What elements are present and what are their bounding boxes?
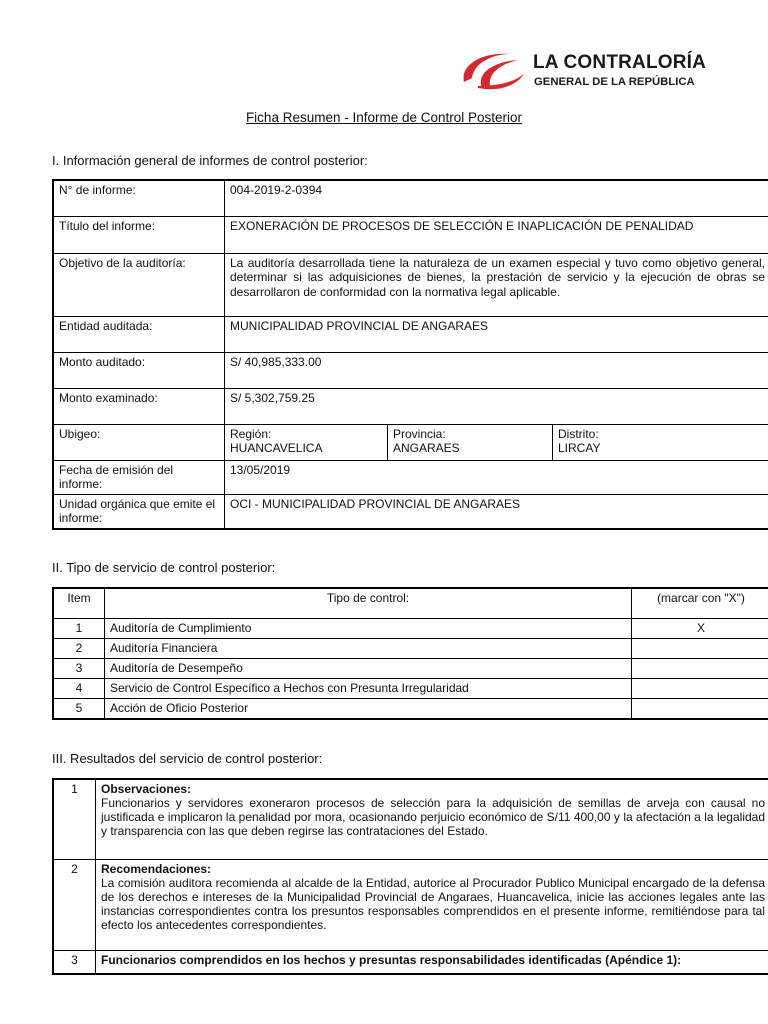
result-number: 3 bbox=[53, 950, 96, 974]
ubigeo-label: Ubigeo: bbox=[53, 424, 225, 460]
examined-amount-value: S/ 5,302,759.25 bbox=[225, 388, 768, 424]
observations-cell bbox=[96, 779, 768, 859]
entity-value: MUNICIPALIDAD PROVINCIAL DE ANGARAES bbox=[225, 316, 768, 352]
informe-title-label: Título del informe: bbox=[53, 216, 225, 253]
recommendations-title: Recomendaciones: bbox=[101, 861, 212, 876]
mark-cell bbox=[632, 698, 768, 719]
mark-header: (marcar con "X") bbox=[632, 588, 768, 618]
entity-label: Entidad auditada: bbox=[53, 316, 225, 352]
objective-value: La auditoría desarrollada tiene la naturaleza de un examen especial y tuvo como objetivo general, determinar si las adquisiciones de bienes, la prestación de servicio y la ejecución de obras se desarrollaron de conformidad con la normativa legal aplicable. bbox=[225, 253, 768, 316]
section1-heading: I. Información general de informes de control posterior: bbox=[52, 153, 368, 168]
control-type: Auditoría de Desempeño bbox=[105, 658, 632, 678]
informe-number-label: N° de informe: bbox=[53, 180, 225, 216]
control-type: Auditoría de Cumplimiento bbox=[105, 618, 632, 638]
mark-cell: X bbox=[632, 618, 768, 638]
audited-amount-value: S/ 40,985,333.00 bbox=[225, 352, 768, 388]
item-number: 1 bbox=[53, 618, 105, 638]
informe-number-value: 004-2019-2-0394 bbox=[225, 180, 768, 216]
table-row bbox=[53, 388, 768, 424]
provincia-label: Provincia: bbox=[393, 426, 446, 441]
table-row bbox=[53, 678, 768, 698]
item-header: Item bbox=[53, 588, 105, 618]
provincia-cell bbox=[388, 424, 553, 460]
table-row bbox=[53, 698, 768, 719]
observations-title: Observaciones: bbox=[101, 782, 192, 796]
table-row bbox=[53, 352, 768, 388]
audited-amount-label: Monto auditado: bbox=[53, 352, 225, 388]
general-info-table bbox=[52, 179, 768, 530]
informe-title-value: EXONERACIÓN DE PROCESOS DE SELECCIÓN E INAPLICACIÓN DE PENALIDAD bbox=[225, 216, 768, 253]
contraloria-logo bbox=[458, 48, 718, 96]
distrito-value: LIRCAY bbox=[558, 441, 601, 455]
mark-cell bbox=[632, 638, 768, 658]
table-row bbox=[53, 859, 768, 950]
examined-amount-label: Monto examinado: bbox=[53, 388, 225, 424]
result-number: 2 bbox=[53, 859, 96, 950]
item-number: 3 bbox=[53, 658, 105, 678]
table-row bbox=[53, 424, 768, 460]
region-label: Región: bbox=[230, 426, 272, 441]
document-title: Ficha Resumen - Informe de Control Posterior bbox=[245, 110, 523, 125]
recommendations-text: La comisión auditora recomienda al alcalde de la Entidad, autorice al Procurador Publico Municipal encargado de la defensa de los derechos e intereses de la Municipalidad Provincial de Angaraes, Huancavelica, inicie las acciones legales ante las instancias correspondientes contra los presuntos responsables comprendidos en el presente informe, remitiéndose para tal efecto los antecedentes correspondientes. bbox=[101, 875, 765, 932]
logo-title: LA CONTRALORÍA bbox=[533, 52, 707, 73]
table-row bbox=[53, 494, 768, 529]
region-value: HUANCAVELICA bbox=[230, 441, 323, 455]
result-number: 1 bbox=[53, 779, 96, 859]
table-row bbox=[53, 216, 768, 253]
issue-date-value: 13/05/2019 bbox=[225, 460, 768, 494]
item-number: 4 bbox=[53, 678, 105, 698]
officials-title: Funcionarios comprendidos en los hechos y presuntas responsabilidades identificadas (Apéndice 1): bbox=[101, 952, 682, 967]
table-row bbox=[53, 253, 768, 316]
logo-subtitle: GENERAL DE LA REPÚBLICA bbox=[534, 76, 695, 88]
table-header-row bbox=[53, 588, 768, 618]
officials-cell bbox=[96, 950, 768, 974]
section3-heading: III. Resultados del servicio de control posterior: bbox=[52, 751, 323, 766]
table-row bbox=[53, 180, 768, 216]
region-cell bbox=[225, 424, 388, 460]
item-number: 2 bbox=[53, 638, 105, 658]
table-row bbox=[53, 316, 768, 352]
results-table bbox=[52, 778, 768, 975]
table-row bbox=[53, 658, 768, 678]
section2-heading: II. Tipo de servicio de control posterior: bbox=[52, 560, 276, 575]
distrito-cell bbox=[553, 424, 768, 460]
type-header: Tipo de control: bbox=[105, 588, 632, 618]
observations-text: Funcionarios y servidores exoneraron procesos de selección para la adquisición de semillas de arveja con causal no justificada e implicaron la penalidad por mora, ocasionando perjuicio económico de S/11 400,00 y la afectación a la legalidad y transparencia con las que deben regirse las contrataciones del Estado. bbox=[101, 796, 765, 838]
table-row bbox=[53, 618, 768, 638]
unit-label: Unidad orgánica que emite el informe: bbox=[53, 494, 225, 529]
table-row bbox=[53, 638, 768, 658]
mark-cell bbox=[632, 658, 768, 678]
table-row bbox=[53, 779, 768, 859]
table-row bbox=[53, 950, 768, 974]
control-type-table bbox=[52, 587, 768, 720]
table-row bbox=[53, 460, 768, 494]
item-number: 5 bbox=[53, 698, 105, 719]
issue-date-label: Fecha de emisión del informe: bbox=[53, 460, 225, 494]
control-type: Acción de Oficio Posterior bbox=[105, 698, 632, 719]
objective-label: Objetivo de la auditoría: bbox=[53, 253, 225, 316]
mark-cell bbox=[632, 678, 768, 698]
provincia-value: ANGARAES bbox=[393, 441, 460, 455]
contraloria-emblem-icon bbox=[458, 48, 528, 92]
recommendations-cell bbox=[96, 859, 768, 950]
control-type: Servicio de Control Específico a Hechos con Presunta Irregularidad bbox=[105, 678, 632, 698]
distrito-label: Distrito: bbox=[558, 426, 599, 441]
control-type: Auditoría Financiera bbox=[105, 638, 632, 658]
unit-value: OCI - MUNICIPALIDAD PROVINCIAL DE ANGARAES bbox=[225, 494, 768, 529]
